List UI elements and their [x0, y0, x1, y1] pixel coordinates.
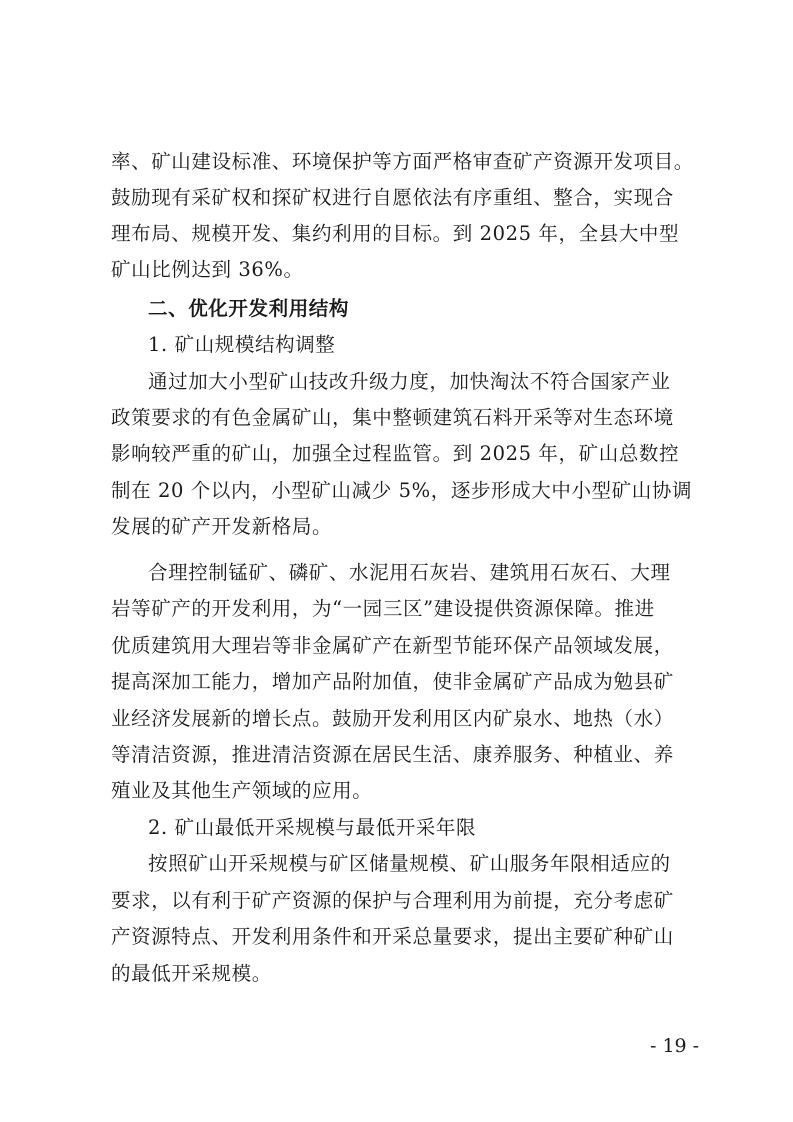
body-text-line: 率、矿山建设标准、环境保护等方面严格审查矿产资源开发项目。	[111, 150, 694, 173]
subsection-heading: 2. 矿山最低开采规模与最低开采年限	[148, 816, 477, 839]
body-text-line: 产资源特点、开发利用条件和开采总量要求，提出主要矿种矿山	[111, 925, 674, 948]
body-text-line: 要求，以有利于矿产资源的保护与合理利用为前提，充分考虑矿	[111, 889, 674, 912]
body-text-line: 政策要求的有色金属矿山，集中整顿建筑石料开采等对生态环境	[111, 406, 674, 429]
body-text-line: 通过加大小型矿山技改升级力度，加快淘汰不符合国家产业	[148, 370, 671, 393]
body-text-line: 按照矿山开采规模与矿区储量规模、矿山服务年限相适应的	[148, 852, 671, 875]
subsection-heading: 1. 矿山规模结构调整	[148, 333, 336, 356]
body-text-line: 影响较严重的矿山，加强全过程监管。到 2025 年，矿山总数控	[111, 442, 680, 465]
body-text-line: 优质建筑用大理岩等非金属矿产在新型节能环保产品领域发展，	[111, 634, 674, 657]
body-text-line: 等清洁资源，推进清洁资源在居民生活、康养服务、种植业、养	[111, 743, 674, 766]
body-text-line: 理布局、规模开发、集约利用的目标。到 2025 年，全县大中型	[111, 222, 680, 245]
body-text-line: 殖业及其他生产领域的应用。	[111, 779, 373, 802]
body-text-line: 制在 20 个以内，小型矿山减少 5%，逐步形成大中小型矿山协调	[111, 479, 693, 502]
body-text-line: 发展的矿产开发新格局。	[111, 515, 333, 538]
body-text-line: 岩等矿产的开发利用，为“一园三区”建设提供资源保障。推进	[111, 597, 655, 620]
section-heading: 二、优化开发利用结构	[148, 297, 350, 320]
body-text-line: 矿山比例达到 36%。	[111, 258, 304, 281]
body-text-line: 的最低开采规模。	[111, 962, 272, 985]
body-text-line: 业经济发展新的增长点。鼓励开发利用区内矿泉水、地热（水）	[111, 707, 674, 730]
body-text-line: 合理控制锰矿、磷矿、水泥用石灰岩、建筑用石灰石、大理	[148, 561, 671, 584]
body-text-line: 提高深加工能力，增加产品附加值，使非金属矿产品成为勉县矿	[111, 670, 674, 693]
body-text-line: 鼓励现有采矿权和探矿权进行自愿依法有序重组、整合，实现合	[111, 186, 674, 209]
page-number: - 19 -	[650, 1035, 700, 1057]
